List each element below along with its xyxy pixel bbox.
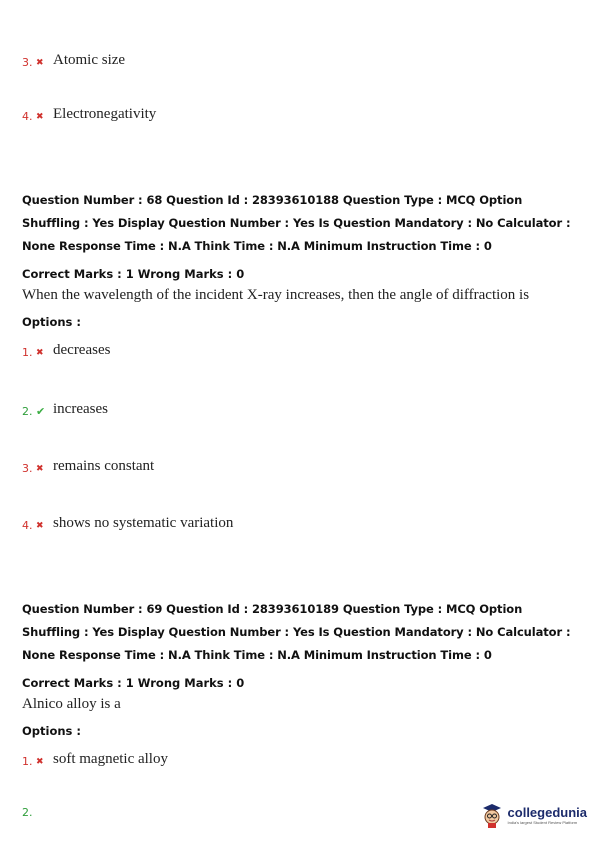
option-number: 3.	[22, 56, 33, 69]
option-row	[22, 751, 168, 768]
option-number: 1.	[22, 755, 33, 768]
option-row	[22, 342, 110, 359]
question-text: When the wavelength of the incident X-ray increases, then the angle of diffraction is	[22, 287, 530, 303]
option-number: 2.	[22, 405, 33, 418]
check-icon: ✔	[36, 405, 46, 418]
collegedunia-logo[interactable]	[480, 802, 587, 828]
option-number: 4.	[22, 110, 33, 123]
question-marks: Correct Marks : 1 Wrong Marks : 0	[22, 676, 245, 690]
options-label: Options :	[22, 315, 81, 329]
cross-icon: ✖	[36, 348, 44, 358]
option-text: Atomic size	[53, 52, 126, 68]
option-text: remains constant	[53, 458, 155, 474]
option-row-correct	[22, 806, 36, 819]
option-number: 1.	[22, 346, 33, 359]
cross-icon: ✖	[36, 58, 44, 68]
question-marks: Correct Marks : 1 Wrong Marks : 0	[22, 267, 245, 281]
option-text: increases	[53, 401, 108, 417]
option-row-correct	[22, 401, 108, 418]
option-row	[22, 458, 154, 475]
cross-icon: ✖	[36, 757, 44, 767]
question-meta: Question Number : 68 Question Id : 28393610188 Question Type : MCQ Option Shuffling : Yes Display Question Number : Yes Is Question Mandatory : No Calculator : None Response Time : N.A Think Time : N.A Minimum Instruction Time : 0	[22, 193, 571, 253]
question-meta: Question Number : 69 Question Id : 28393610189 Question Type : MCQ Option Shuffling : Yes Display Question Number : Yes Is Question Mandatory : No Calculator : None Response Time : N.A Think Time : N.A Minimum Instruction Time : 0	[22, 602, 571, 662]
cross-icon: ✖	[36, 521, 44, 531]
option-row	[22, 106, 156, 123]
options-label: Options :	[22, 724, 81, 738]
brand-tagline: India's largest Student Review Platform	[507, 820, 578, 825]
cross-icon: ✖	[36, 464, 44, 474]
cross-icon: ✖	[36, 112, 44, 122]
option-text: soft magnetic alloy	[53, 751, 168, 767]
option-number: 2.	[22, 806, 33, 819]
option-row	[22, 52, 125, 69]
option-row	[22, 515, 233, 532]
option-number: 3.	[22, 462, 33, 475]
question-text: Alnico alloy is a	[22, 696, 121, 712]
mascot-icon	[480, 802, 504, 828]
option-number: 4.	[22, 519, 33, 532]
option-text: decreases	[53, 342, 111, 358]
brand-name: collegedunia	[507, 805, 587, 820]
option-text: Electronegativity	[53, 106, 157, 122]
option-text: shows no systematic variation	[53, 515, 234, 531]
